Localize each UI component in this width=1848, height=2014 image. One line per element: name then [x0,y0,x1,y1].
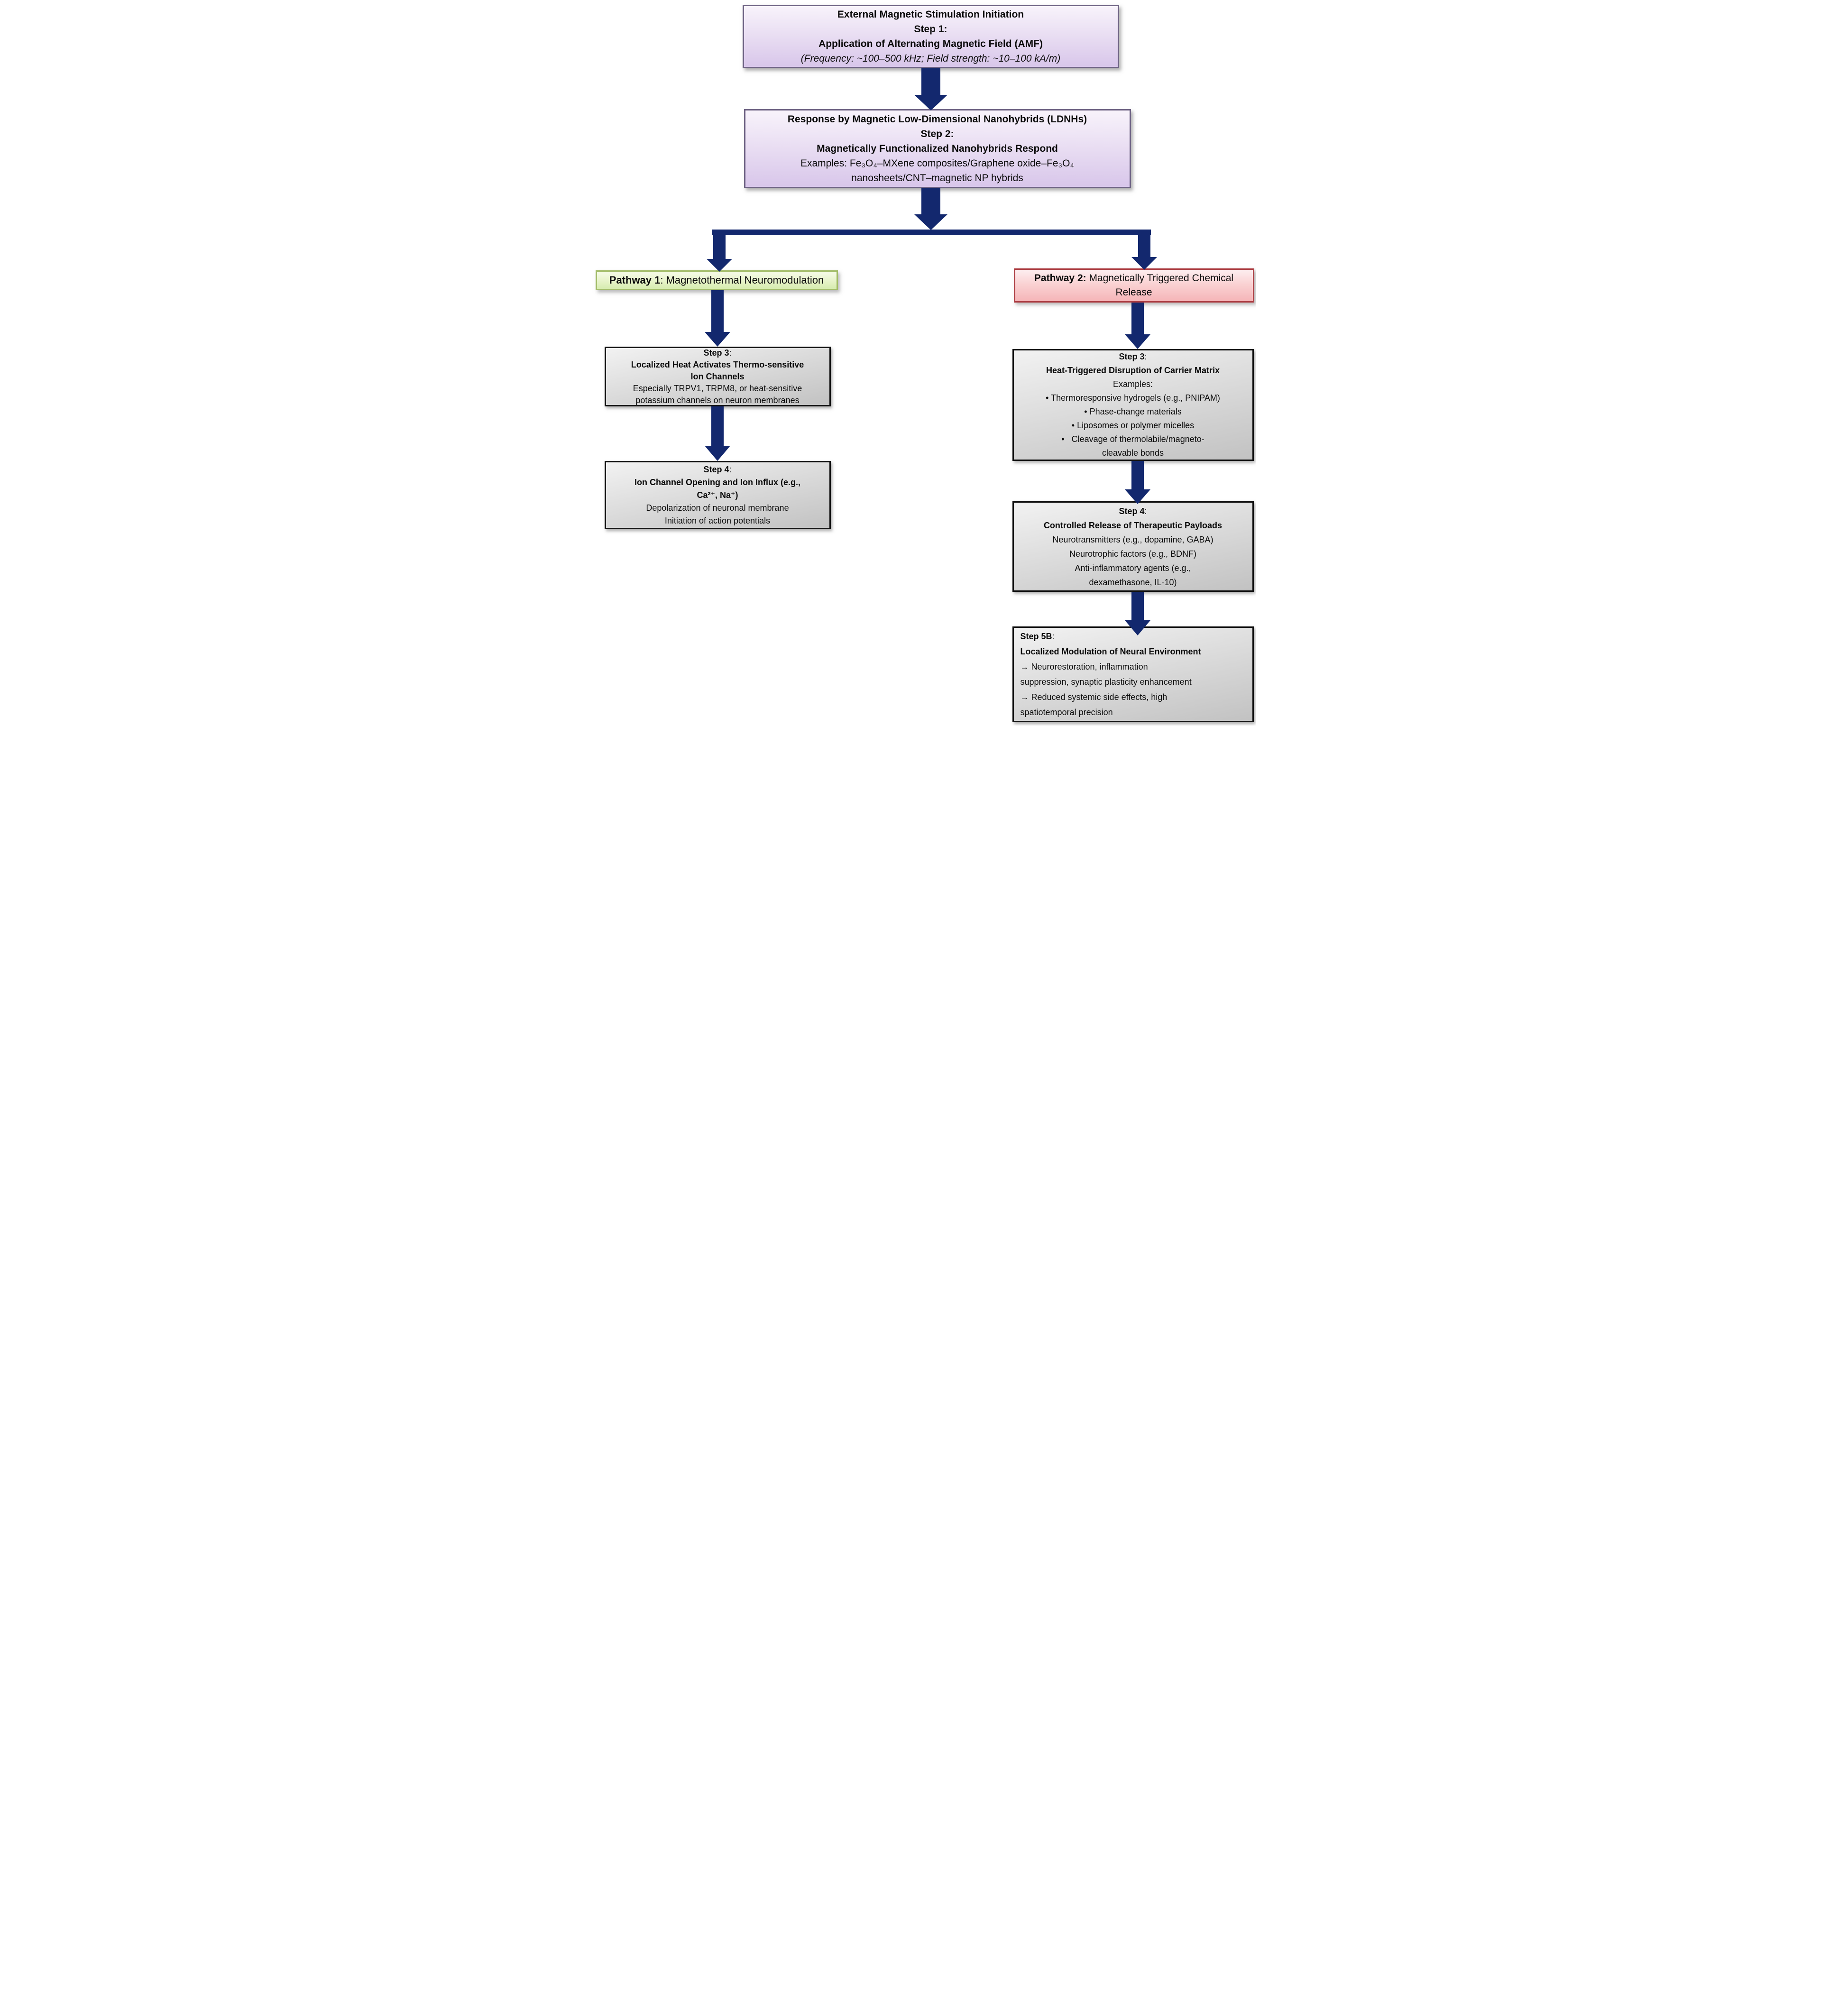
step1-label: Step 1: [914,24,947,35]
arrowhead-down-icon [914,95,947,110]
p2-step5b-label [1021,629,1055,644]
pathway2-label-bold: Pathway 2: [1034,273,1086,284]
pathway1-step4-box [605,461,831,529]
p1-step3-label-bold: Step 3 [703,348,729,358]
p2-step5b-body-line4: spatiotemporal precision [1020,708,1113,717]
p2-step4-label-bold: Step 4 [1119,506,1145,516]
arrow-stem [711,406,724,446]
step1-box [743,5,1119,68]
arrowhead-down-icon [914,214,947,230]
p1-step3-heading-line1: Localized Heat Activates Thermo-sensitive [631,359,804,369]
step2-title: Response by Magnetic Low-Dimensional Nanohybrids (LDNHs) [787,114,1087,125]
step1-title: External Magnetic Stimulation Initiation [837,9,1024,20]
pathway2-step3-box [1012,349,1254,461]
step2-box [744,109,1131,188]
p1-step4-label [703,463,731,476]
step1-parameters: (Frequency: ~100–500 kHz; Field strength: ~10–100 kA/m) [800,53,1061,64]
p1-step4-label-colon: : [729,464,732,474]
arrow-stem [1131,461,1144,489]
p2-step4-body-line4: dexamethasone, IL-10) [1089,577,1177,587]
pathway1-label-box [596,270,838,290]
p2-step4-body-line3: Anti-inflammatory agents (e.g., [1075,563,1191,573]
p1-step3-body-line1: Especially TRPV1, TRPM8, or heat-sensitive [633,383,802,393]
pathway1-label-text: : Magnetothermal Neuromodulation [660,274,824,286]
p2-step3-bullet-2: • Phase-change materials [1084,407,1182,416]
p2-step5b-heading: Localized Modulation of Neural Environment [1020,647,1201,656]
arrow-stem [921,188,940,214]
p2-step3-label-bold: Step 3 [1119,352,1145,361]
arrowhead-down-icon [1125,334,1150,349]
pathway1-step3-box [605,347,831,406]
p2-step3-bullet-1: • Thermoresponsive hydrogels (e.g., PNIPAM) [1046,393,1220,403]
step2-examples-line1: Examples: Fe₃O₄–MXene composites/Graphene oxide–Fe₃O₄ [800,158,1075,169]
p2-step3-examples-label: Examples: [1112,379,1153,389]
arrow-stem [1131,303,1144,334]
p2-step5b-label-bold: Step 5B [1020,632,1052,641]
p2-step5b-body-line1: → Neurorestoration, inflammation [1020,662,1148,671]
step2-heading: Magnetically Functionalized Nanohybrids Respond [817,143,1058,154]
pathway2-label-line1 [1034,271,1233,285]
pathway1-label-bold: Pathway 1 [609,274,661,286]
branch-horizontal-bar [712,230,1151,235]
pathway2-step5b-box [1012,626,1254,722]
p1-step3-body-line2: potassium channels on neuron membranes [635,395,800,405]
p1-step3-heading-line2: Ion Channels [690,371,745,381]
pathway2-label-line2: Release [1115,287,1152,298]
p2-step3-heading: Heat-Triggered Disruption of Carrier Matrix [1046,366,1220,375]
arrowhead-down-icon [705,446,730,461]
step2-label: Step 2: [920,129,954,139]
branch-right-stem [1138,235,1150,257]
p2-step4-label-colon: : [1144,506,1147,516]
arrow-stem [711,290,724,332]
arrowhead-down-icon [1125,620,1150,635]
p2-step4-body-line2: Neurotrophic factors (e.g., BDNF) [1069,549,1197,559]
branch-left-stem [713,235,726,259]
p2-step3-label-colon: : [1144,352,1147,361]
p1-step3-label [703,347,731,359]
step1-heading: Application of Alternating Magnetic Field (AMF) [818,38,1043,49]
p2-step4-body-line1: Neurotransmitters (e.g., dopamine, GABA) [1052,534,1214,544]
arrowhead-down-icon [705,332,730,347]
pathway2-label-text: Magnetically Triggered Chemical [1086,273,1234,284]
arrow-stem [1131,592,1144,620]
p1-step4-body-line2: Initiation of action potentials [664,515,771,525]
pathway2-step4-box [1012,501,1254,592]
pathway2-label-box [1014,268,1254,303]
p2-step3-bullet-4-line1: • Cleavage of thermolabile/magneto- [1061,434,1204,444]
arrowhead-down-icon [1131,257,1157,270]
p2-step4-label [1119,504,1147,518]
p1-step4-label-bold: Step 4 [703,464,729,474]
arrowhead-down-icon [1125,489,1150,504]
p2-step5b-label-colon: : [1052,632,1055,641]
p2-step5b-body-line3: → Reduced systemic side effects, high [1020,692,1168,702]
flowchart-diagram [592,0,1256,726]
p1-step3-label-colon: : [729,348,732,358]
p2-step4-heading: Controlled Release of Therapeutic Payloads [1043,520,1223,530]
p2-step3-bullet-4-line2: cleavable bonds [1102,448,1164,458]
p2-step3-bullet-3: • Liposomes or polymer micelles [1071,421,1195,430]
p1-step4-heading-line2: Ca²⁺, Na⁺) [697,490,738,500]
arrow-stem [921,68,940,95]
step2-examples-line2: nanosheets/CNT–magnetic NP hybrids [851,173,1023,184]
p1-step4-body-line1: Depolarization of neuronal membrane [646,503,789,513]
arrowhead-down-icon [707,259,732,272]
p2-step3-label [1119,350,1147,364]
p2-step5b-body-line2: suppression, synaptic plasticity enhancement [1020,677,1192,687]
p1-step4-heading-line1: Ion Channel Opening and Ion Influx (e.g., [634,477,800,487]
